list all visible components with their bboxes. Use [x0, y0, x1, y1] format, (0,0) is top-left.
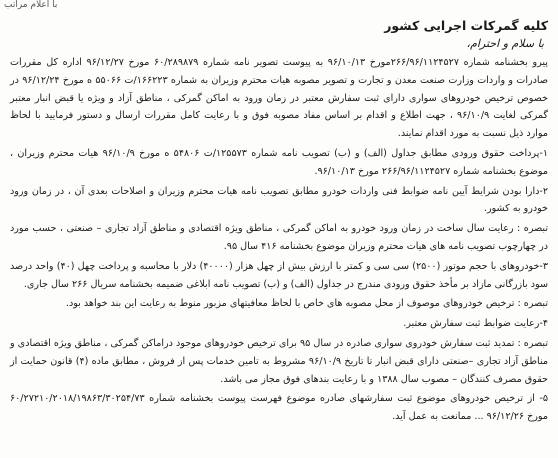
- note-clause-2: تبصره : رعایت سال ساخت در زمان ورود خودرو به اماکن گمرکی ، مناطق ویژه اقتصادی و مناطق آزاد تجاری – صنعتی ، حسب مورد در چهارچوب تصویب نامه های هیات محترم وزیران موضوع بخشنامه ۴۱۶ سال ۹۵.: [10, 223, 548, 252]
- note-clause-3: تبصره : ترخیص خودروهای موصوف از محل مصوبه های خاص با لحاظ معافیتهای مزبور منوط به رعایت این بند خواهد بود.: [65, 298, 548, 310]
- clause-5: ۵- از ترخیص خودروهای موضوع ثبت سفارشهای صادره موضوع فهرست پیوست بخشنامه شماره ۶۰/۲۷۲۱۰/۲۰۱۸/۱۹۸۶۳/۳۰۲۵۴/۷۳ مورخ ۹۶/۱۲/۲۶ ... ممانعت به عمل آید.: [10, 393, 548, 423]
- greeting-line: با سلام و احترام،: [466, 37, 544, 50]
- clause-2: ۲-دارا بودن شرایط آیین نامه ضوابط فنی واردات خودرو مطابق تصویب نامه هیات محترم وزیران و اصلاحات بعدی آن ، در زمان ورود خودرو به کشور.: [10, 185, 548, 215]
- body-paragraph-intro: پیرو بخشنامه شماره ۲۶۶/۹۶/۱۱۲۴۵۲۷مورخ ۹۶/۱۰/۱۳ به پیوست تصویر نامه شماره ۶۰/۲۸۹۸۷۹ مورخ ۹۶/۱۲/۲۷ اداره کل مقررات صادرات و واردات وزارت صنعت معدن و تجارت و تصویر مصوبه هیات محترم وزیران به شماره ۱۶۶۲۲۳/ت ۵۵۰۶۶ ه مورخ ۹۶/۱۲/۲۴ در خصوص ترخیص خودروهای سواری دارای ثبت سفارش معتبر در زمان ورود به اماکن گمرکی ، مناطق آزاد و ویژه یا قبض انبار معتبر گمرکی لغایت ۹۶/۱۰/۹ ، جهت اطلاع و اقدام بر اساس مفاد مصوبه فوق و با رعایت کامل مقررات ارسال و دستور فرمایید با لحاظ موارد ذیل نسبت به مورد اقدام نمایند.: [10, 57, 548, 140]
- corner-note: با اعلام مراتب: [4, 0, 58, 10]
- document-heading: کلیه گمرکات اجرایی کشور: [384, 18, 548, 33]
- clause-3: ۳-خودروهای با حجم موتور (۲۵۰۰) سی سی و کمتر با ارزش بیش از چهل هزار (۴۰۰۰۰) دلار با محاسبه و پرداخت چهل (۴۰) واحد درصد سود بازرگانی مازاد بر مأخذ حقوق ورودی مندرج در جداول (الف) و (ب) تصویب نامه ابلاغی ضمیمه بخشنامه سریال ۲۶۶ سال جاری.: [10, 260, 548, 290]
- clause-4: ۴-رعایت ضوابط ثبت سفارش معتبر.: [403, 318, 548, 330]
- note-clause-4: تبصره : تمدید ثبت سفارش خودروی سواری صادره در سال ۹۵ برای ترخیص خودروهای موجود دراماکن گمرکی ، مناطق ویژه اقتصادی و مناطق آزاد تجاری –صنعتی دارای قبض انبار تا تاریخ ۹۶/۱۰/۹ مشروط به تامین خدمات پس از فروش ، مطابق ماده (۴) قانون حمایت از حقوق مصرف کنندگان – مصوب سال ۱۳۸۸ و با رعایت بندهای فوق مجاز می باشد.: [10, 337, 548, 385]
- clause-1: ۱-پرداخت حقوق ورودی مطابق جداول (الف) و (ب) تصویب نامه شماره ۱۲۵۵۷۳/ت ۵۴۸۰۶ ه مورخ ۹۶/۱۰/۹ هیات محترم وزیران ، موضوع بخشنامه شماره ۲۶۶/۹۶/۱۱۲۴۵۲۷ مورخ ۹۶/۱۰/۱۳.: [10, 147, 548, 177]
